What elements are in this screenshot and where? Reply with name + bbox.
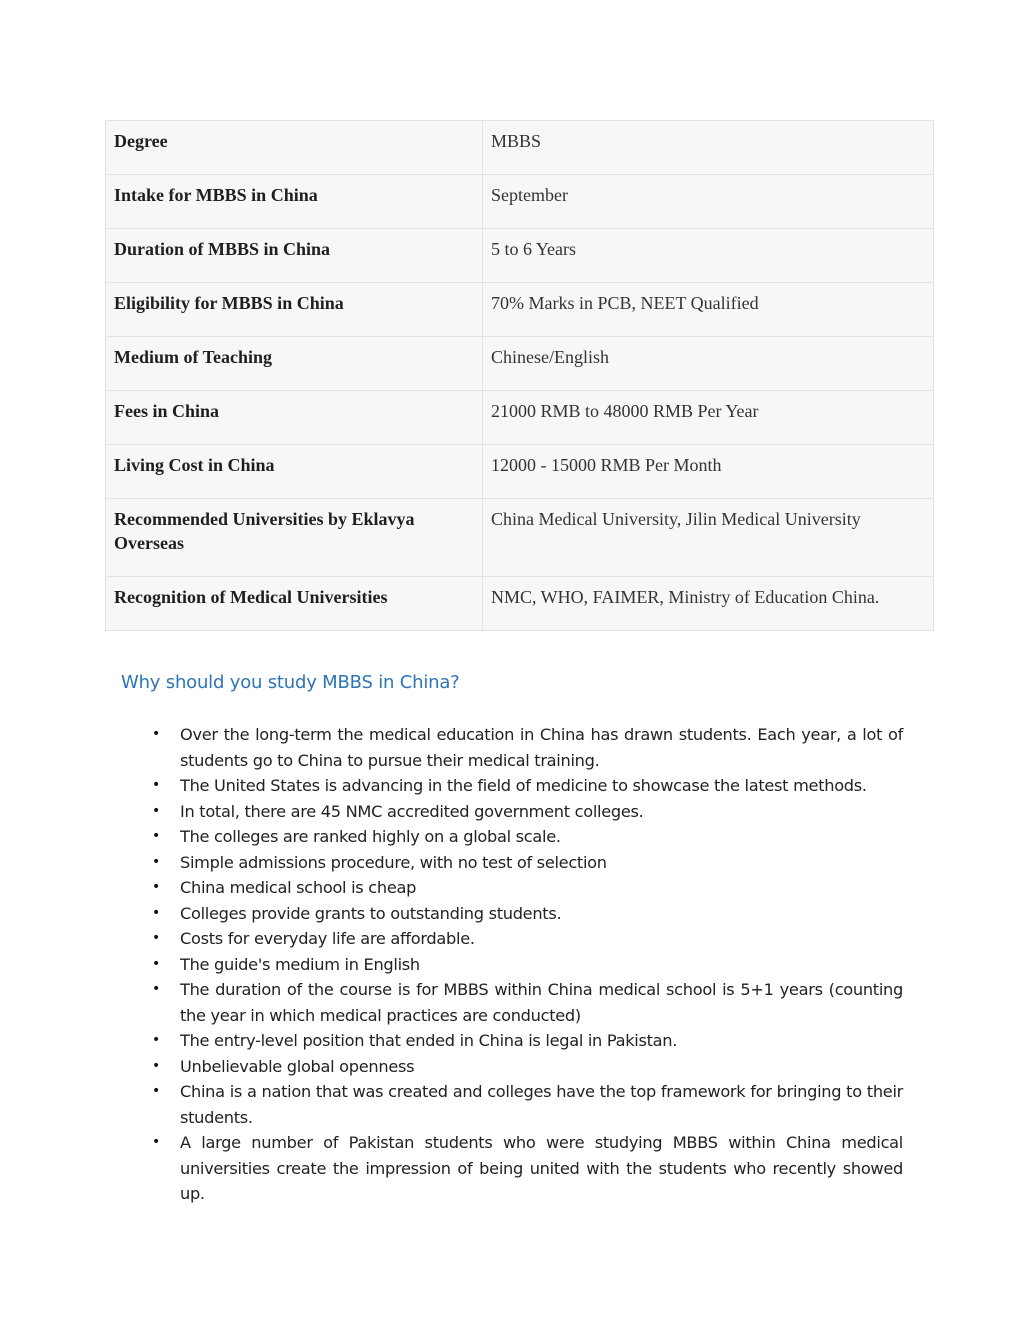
bullet-icon: • [152,828,160,844]
table-row [106,121,934,175]
list-item [152,926,903,952]
list-item-text: A large number of Pakistan students who were studying MBBS within China medical universities create the impression of being united with the students who recently showed up. [180,1133,903,1203]
list-item-text: China is a nation that was created and colleges have the top framework for bringing to their students. [180,1082,903,1127]
row-label: Living Cost in China [106,445,483,499]
list-item-text: Over the long-term the medical education in China has drawn students. Each year, a lot of students go to China to pursue their medical training. [180,725,903,770]
row-value: Chinese/English [483,337,934,391]
list-item-text: China medical school is cheap [180,878,417,897]
list-item [152,901,903,927]
list-item [152,850,903,876]
bullet-icon: • [152,853,160,870]
list-item-text: In total, there are 45 NMC accredited government colleges. [180,801,644,821]
table-row [106,337,934,391]
bullet-icon: • [152,1083,160,1099]
table-row [106,577,934,631]
list-item [152,1054,903,1080]
list-item-text: Costs for everyday life are affordable. [180,929,475,948]
list-item-text: The entry-level position that ended in China is legal in Pakistan. [180,1031,678,1050]
bullet-icon: • [152,777,160,793]
row-value: 5 to 6 Years [483,229,934,283]
list-item [152,952,903,978]
table-row [106,445,934,499]
list-item [152,799,903,825]
reasons-list [152,722,903,1207]
row-value: NMC, WHO, FAIMER, Ministry of Education China. [483,577,934,631]
table-row [106,283,934,337]
list-item [152,1130,903,1207]
row-value: September [483,175,934,229]
row-value: China Medical University, Jilin Medical University [483,499,934,577]
list-item-text: The colleges are ranked highly on a global scale. [180,827,561,846]
bullet-icon: • [152,726,160,742]
list-item [152,722,903,773]
row-label: Degree [106,121,483,175]
row-label: Medium of Teaching [106,337,483,391]
bullet-icon: • [152,802,160,819]
bullet-icon: • [152,879,160,895]
bullet-icon: • [152,1134,160,1150]
list-item-text: The United States is advancing in the field of medicine to showcase the latest methods. [180,776,867,795]
list-item [152,1079,903,1130]
table-row [106,229,934,283]
row-label: Intake for MBBS in China [106,175,483,229]
bullet-icon: • [152,955,160,972]
row-label: Fees in China [106,391,483,445]
list-item-text: The duration of the course is for MBBS within China medical school is 5+1 years (counting the year in which medical practices are conducted) [180,980,903,1025]
list-item-text: Unbelievable global openness [180,1056,415,1076]
row-value: 12000 - 15000 RMB Per Month [483,445,934,499]
mbbs-info-table [105,120,934,631]
table-row [106,175,934,229]
list-item [152,824,903,850]
bullet-icon: • [152,904,160,921]
table-row [106,499,934,577]
bullet-icon: • [152,981,160,997]
bullet-icon: • [152,1032,160,1048]
list-item [152,875,903,901]
list-item [152,977,903,1028]
row-value: MBBS [483,121,934,175]
list-item-text: Simple admissions procedure, with no test of selection [180,852,607,872]
row-value: 21000 RMB to 48000 RMB Per Year [483,391,934,445]
list-item [152,773,903,799]
list-item-text: Colleges provide grants to outstanding students. [180,903,562,923]
row-label: Duration of MBBS in China [106,229,483,283]
row-label: Recognition of Medical Universities [106,577,483,631]
row-label: Eligibility for MBBS in China [106,283,483,337]
list-item [152,1028,903,1054]
bullet-icon: • [152,930,160,946]
section-heading: Why should you study MBBS in China? [121,672,460,693]
list-item-text: The guide's medium in English [180,954,420,974]
table-row [106,391,934,445]
bullet-icon: • [152,1057,160,1074]
row-value: 70% Marks in PCB, NEET Qualified [483,283,934,337]
row-label: Recommended Universities by Eklavya Overseas [106,499,483,577]
